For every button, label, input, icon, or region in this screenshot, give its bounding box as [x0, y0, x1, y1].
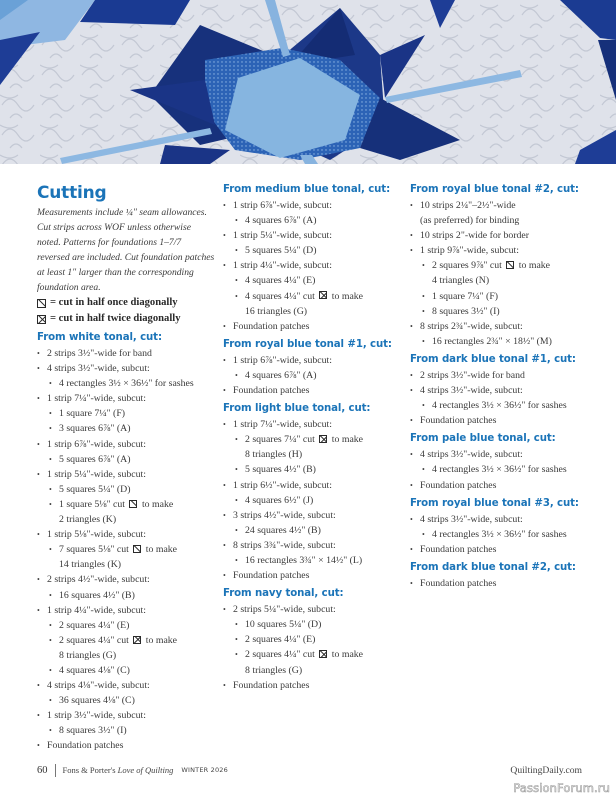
list-subitem: • 24 squares 4½" (B)	[223, 523, 403, 538]
quilt-star-block-image	[0, 0, 616, 164]
list-item: • 8 strips 2¾"-wide, subcut:	[410, 319, 605, 334]
legend-cut-twice-text: = cut in half twice diagonally	[50, 313, 181, 324]
cut-once-icon	[37, 299, 46, 308]
cut-twice-icon	[133, 636, 141, 644]
cut-list-medium-blue	[223, 198, 403, 334]
list-subitem: • 4 squares 6⅞" (A)	[223, 213, 403, 228]
list-item: • Foundation patches	[223, 383, 403, 398]
list-subitem: • 16 squares 4½" (B)	[37, 588, 215, 603]
section-heading-medium-blue: From medium blue tonal, cut:	[223, 184, 391, 195]
subitem-continuation: 16 triangles (G)	[245, 305, 308, 317]
list-item	[410, 198, 605, 228]
list-subitem: • 4 rectangles 3½ × 36½" for sashes	[410, 398, 605, 413]
section-heading-white: From white tonal, cut:	[37, 332, 162, 343]
cut-twice-icon	[319, 650, 327, 658]
subitem-continuation: 8 triangles (G)	[59, 649, 117, 661]
list-subitem	[410, 258, 605, 288]
cut-legend	[37, 295, 215, 327]
cut-list-dark-blue-2	[410, 576, 605, 591]
subitem-text: to make	[518, 260, 551, 272]
subitem-text: 1 square 5⅛" cut	[59, 498, 126, 510]
list-item: • 10 strips 2"-wide for border	[410, 228, 605, 243]
list-subitem	[223, 432, 403, 462]
cut-list-navy	[223, 602, 403, 693]
publication-title: Love of Quilting	[117, 765, 174, 775]
item-continuation: (as preferred) for binding	[420, 215, 520, 227]
cutting-intro: Measurements include ¼" seam allowances. Cut strips across WOF unless otherwise noted. Patterns for foundations 1–7/7 reversed are included. Cut foundation patches at least 1" larger than the corresponding foundation area.	[37, 207, 215, 293]
list-item: • 1 strip 4¼"-wide, subcut:	[223, 258, 403, 273]
list-subitem: • 2 squares 4¼" (E)	[223, 632, 403, 647]
section-heading-pale-blue: From pale blue tonal, cut:	[410, 433, 556, 445]
list-item: • 4 strips 3½"-wide, subcut:	[37, 361, 215, 376]
list-subitem: • 5 squares 4½" (B)	[223, 462, 403, 477]
list-item: • 1 strip 7¼"-wide, subcut:	[37, 391, 215, 406]
section-heading-navy: From navy tonal, cut:	[223, 588, 344, 600]
section-heading-royal-blue-2: From royal blue tonal #2, cut:	[410, 184, 579, 195]
list-subitem	[223, 289, 403, 319]
cut-list-royal-blue-3	[410, 512, 605, 557]
list-subitem: • 4 squares 4⅛" (C)	[37, 663, 215, 678]
legend-cut-once	[37, 295, 215, 311]
subitem-text: 7 squares 5⅛" cut	[59, 544, 129, 556]
list-item: • Foundation patches	[223, 678, 403, 693]
cut-list-pale-blue	[410, 447, 605, 492]
list-subitem: • 2 squares 4¼" (E)	[37, 618, 215, 633]
subitem-text: to make	[331, 434, 364, 446]
watermark: PassionForum.ru	[513, 781, 610, 795]
subitem-text: 2 squares 4¼" cut	[245, 649, 315, 661]
subitem-text: to make	[331, 649, 364, 661]
list-item: • Foundation patches	[410, 413, 605, 428]
subitem-continuation: 14 triangles (K)	[59, 559, 122, 571]
subitem-text: 2 squares 9⅞" cut	[432, 260, 502, 272]
list-item: • 2 strips 3½"-wide for band	[410, 368, 605, 383]
list-item: • 8 strips 3¾"-wide, subcut:	[223, 538, 403, 553]
list-item: • Foundation patches	[410, 478, 605, 493]
list-item: • Foundation patches	[223, 319, 403, 334]
list-item: • 1 strip 6⅞"-wide, subcut:	[37, 437, 215, 452]
list-item: • 1 strip 4¼"-wide, subcut:	[37, 603, 215, 618]
subitem-text: 2 squares 4¼" cut	[59, 634, 129, 646]
cut-list-royal-blue-1	[223, 353, 403, 398]
section-heading-dark-blue-1: From dark blue tonal #1, cut:	[410, 353, 576, 365]
footer-divider	[55, 764, 56, 777]
list-item: • 1 strip 9⅞"-wide, subcut:	[410, 243, 605, 258]
list-subitem: • 8 squares 3½" (I)	[410, 304, 605, 319]
list-subitem: • 4 squares 6⅞" (A)	[223, 368, 403, 383]
publication-name	[63, 765, 174, 775]
subitem-continuation: 4 triangles (N)	[432, 275, 490, 287]
subitem-continuation: 8 triangles (H)	[245, 449, 303, 461]
list-item: • 2 strips 3½"-wide for band	[37, 346, 215, 361]
list-item: • 1 strip 5⅛"-wide, subcut:	[37, 527, 215, 542]
cut-list-light-blue	[223, 417, 403, 583]
list-subitem: • 5 squares 5¼" (D)	[37, 482, 215, 497]
list-item: • 1 strip 6⅞"-wide, subcut:	[223, 353, 403, 368]
item-text: 10 strips 2¼"–2½"-wide	[420, 200, 516, 211]
list-subitem: • 5 squares 6⅞" (A)	[37, 452, 215, 467]
subitem-text: to make	[331, 290, 364, 302]
list-subitem: • 16 rectangles 3¾" × 14½" (L)	[223, 553, 403, 568]
subitem-text: to make	[145, 634, 178, 646]
column-3	[410, 183, 605, 591]
list-item: • 1 strip 5¼"-wide, subcut:	[223, 228, 403, 243]
list-subitem: • 1 square 7¼" (F)	[37, 406, 215, 421]
legend-cut-twice	[37, 311, 215, 327]
list-subitem: • 4 rectangles 3½ × 36½" for sashes	[410, 462, 605, 477]
subitem-text: to make	[145, 544, 178, 556]
section-heading-royal-blue-3: From royal blue tonal #3, cut:	[410, 497, 579, 509]
website-link[interactable]: QuiltingDaily.com	[510, 764, 582, 776]
page-footer	[37, 763, 582, 777]
list-item: • 1 strip 7¼"-wide, subcut:	[223, 417, 403, 432]
list-subitem: • 4 rectangles 3½ × 36½" for sashes	[37, 376, 215, 391]
list-item: • 4 strips 4⅛"-wide, subcut:	[37, 678, 215, 693]
list-subitem: • 3 squares 6⅞" (A)	[37, 421, 215, 436]
list-item: • Foundation patches	[37, 738, 215, 753]
list-item: • 3 strips 4½"-wide, subcut:	[223, 508, 403, 523]
list-item: • Foundation patches	[223, 568, 403, 583]
list-item: • 1 strip 6½"-wide, subcut:	[223, 478, 403, 493]
list-subitem: • 8 squares 3½" (I)	[37, 723, 215, 738]
cut-once-icon	[506, 261, 514, 269]
subitem-text: 2 squares 7¼" cut	[245, 434, 315, 446]
list-subitem: • 4 squares 6½" (J)	[223, 493, 403, 508]
list-item: • 1 strip 6⅞"-wide, subcut:	[223, 198, 403, 213]
list-subitem: • 10 squares 5¼" (D)	[223, 617, 403, 632]
list-item: • 2 strips 5¼"-wide, subcut:	[223, 602, 403, 617]
cut-once-icon	[129, 500, 137, 508]
list-subitem: • 5 squares 5¼" (D)	[223, 243, 403, 258]
section-heading-royal-blue-1: From royal blue tonal #1, cut:	[223, 338, 392, 350]
list-item: • 1 strip 3½"-wide, subcut:	[37, 708, 215, 723]
list-subitem: • 4 rectangles 3½ × 36½" for sashes	[410, 527, 605, 542]
list-subitem	[37, 633, 215, 663]
list-item: • 1 strip 5¼"-wide, subcut:	[37, 467, 215, 482]
list-subitem: • 4 squares 4¼" (E)	[223, 273, 403, 288]
list-subitem: • 1 square 7¼" (F)	[410, 289, 605, 304]
list-subitem	[37, 542, 215, 572]
subitem-text: to make	[141, 498, 174, 510]
cut-list-white	[37, 346, 215, 754]
list-item: • 4 strips 3½"-wide, subcut:	[410, 512, 605, 527]
cut-twice-icon	[319, 435, 327, 443]
cut-twice-icon	[319, 291, 327, 299]
list-subitem	[223, 647, 403, 677]
list-item: • Foundation patches	[410, 542, 605, 557]
page-number: 60	[37, 764, 48, 776]
subitem-continuation: 8 triangles (G)	[245, 664, 303, 676]
column-1	[37, 183, 215, 754]
list-item: • 4 strips 3½"-wide, subcut:	[410, 447, 605, 462]
cut-list-royal-blue-2	[410, 198, 605, 349]
list-item: • 2 strips 4½"-wide, subcut:	[37, 572, 215, 587]
section-heading-light-blue: From light blue tonal, cut:	[223, 403, 371, 415]
list-item: • 4 strips 3½"-wide, subcut:	[410, 383, 605, 398]
subitem-text: 4 squares 4¼" cut	[245, 290, 315, 302]
issue-label: WINTER 2026	[181, 766, 228, 774]
list-subitem: • 16 rectangles 2¾" × 18½" (M)	[410, 334, 605, 349]
quilt-photo	[0, 0, 616, 164]
cut-list-dark-blue-1	[410, 368, 605, 428]
cut-once-icon	[133, 545, 141, 553]
list-item: • Foundation patches	[410, 576, 605, 591]
publication-prefix: Fons & Porter's	[62, 765, 116, 775]
section-heading-dark-blue-2: From dark blue tonal #2, cut:	[410, 561, 576, 573]
list-subitem	[37, 497, 215, 527]
cutting-title: Cutting	[37, 183, 107, 203]
subitem-continuation: 2 triangles (K)	[59, 514, 117, 526]
list-subitem: • 36 squares 4⅛" (C)	[37, 693, 215, 708]
legend-cut-once-text: = cut in half once diagonally	[50, 297, 178, 308]
cut-twice-icon	[37, 315, 46, 324]
column-2	[223, 183, 403, 693]
